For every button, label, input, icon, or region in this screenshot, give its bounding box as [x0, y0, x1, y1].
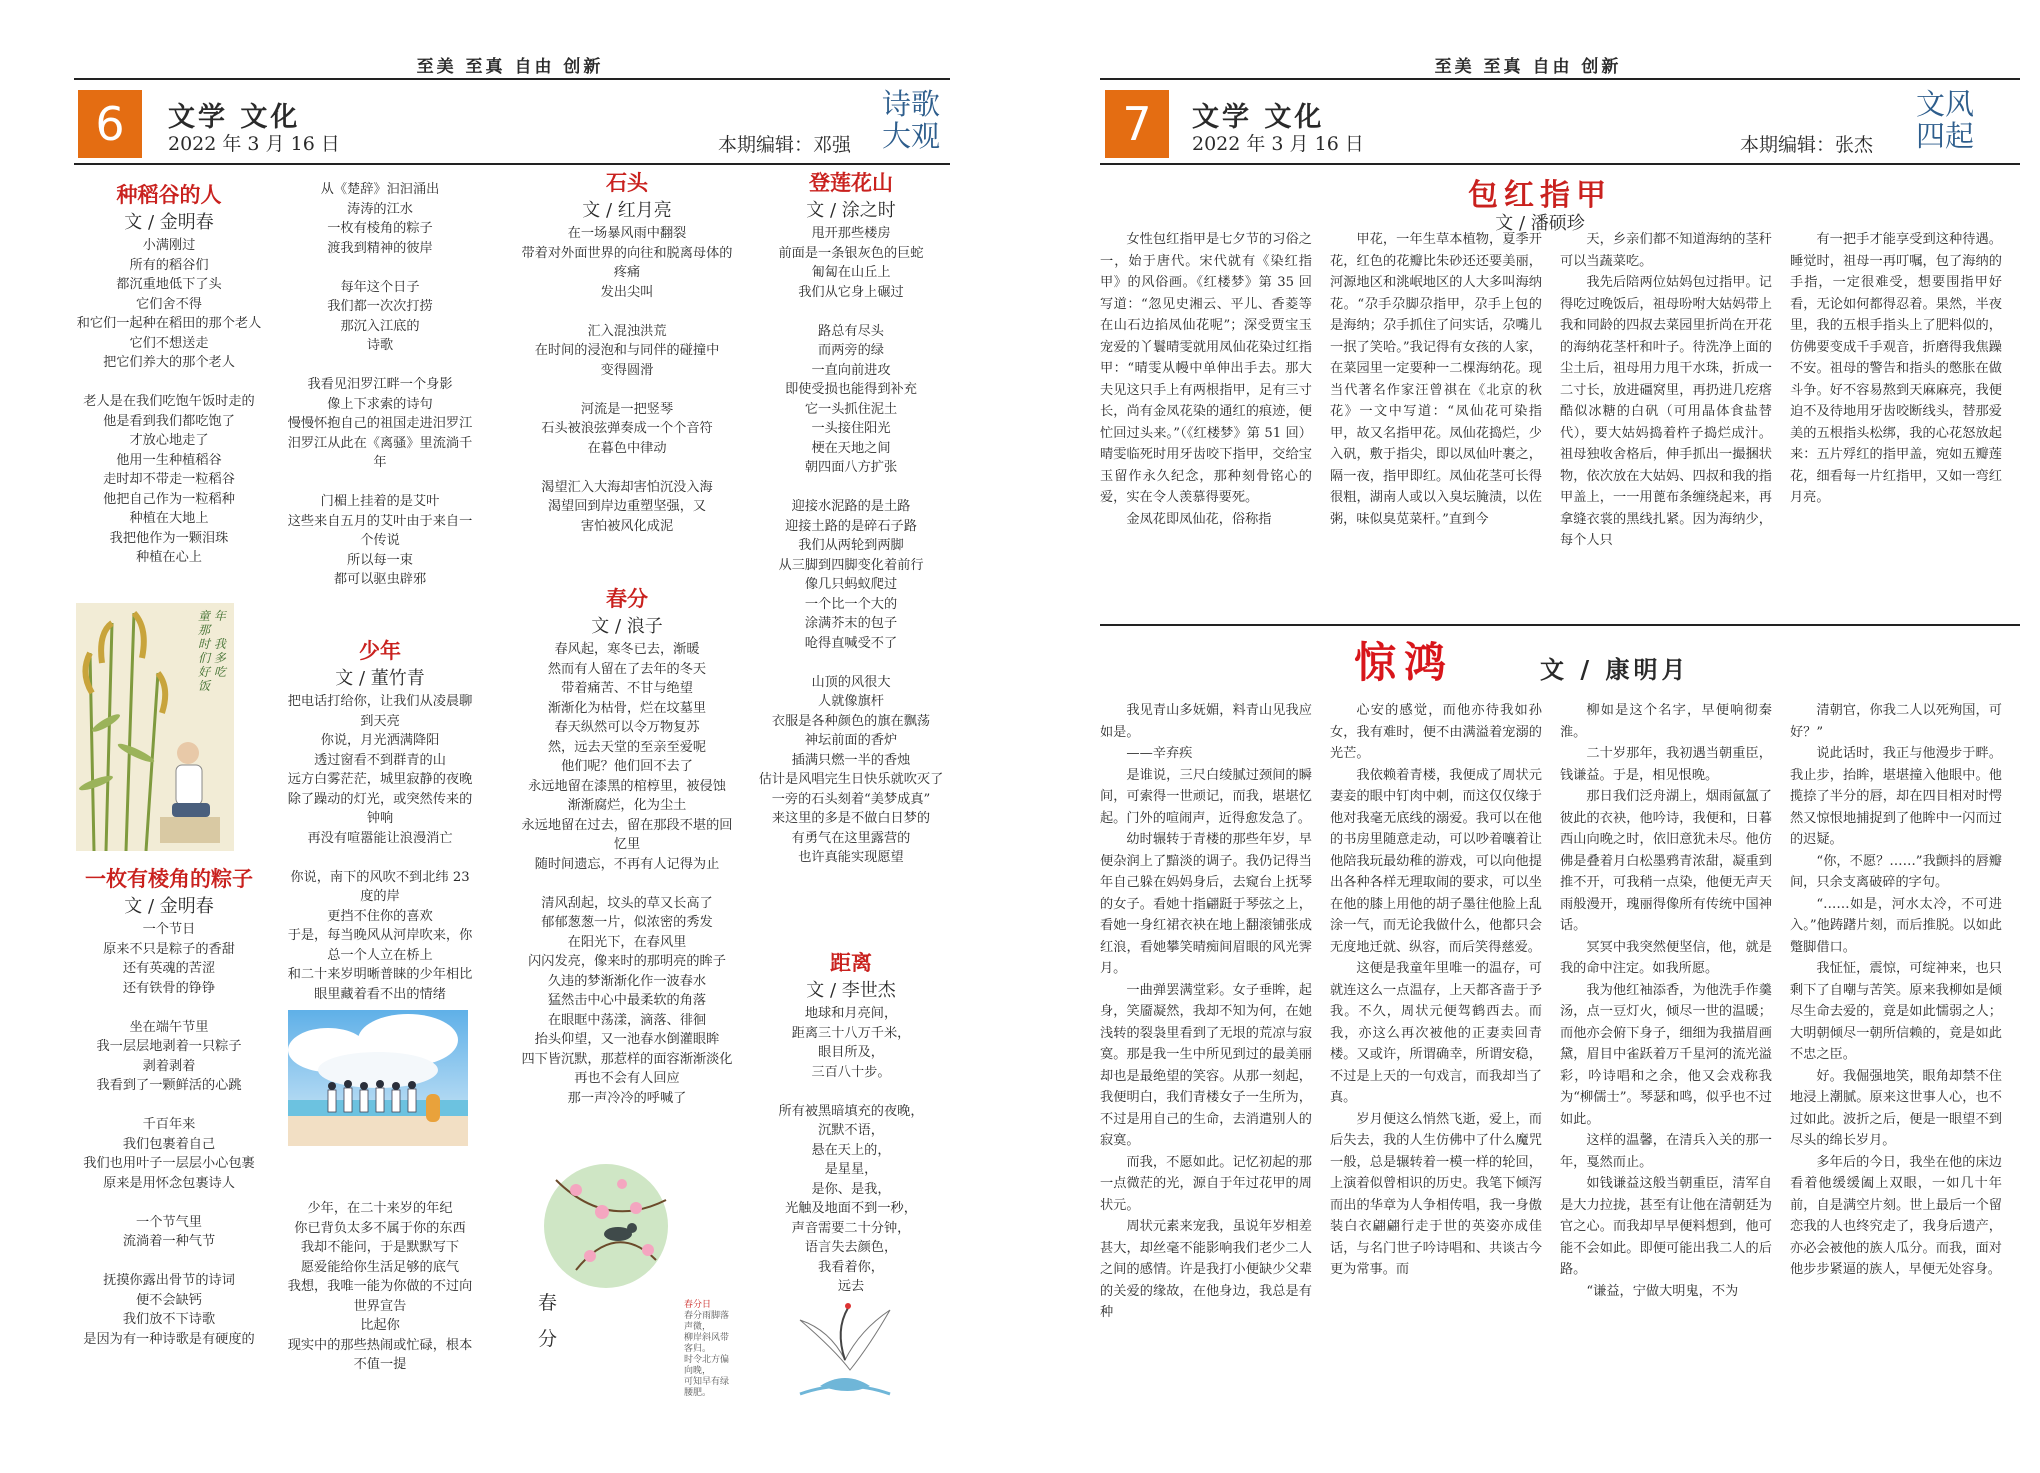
corner-title [1916, 88, 1974, 152]
poem-line: 都沉重地低下了头 [116, 277, 222, 292]
poem-line: 永远地留在过去，留在那段不堪的回忆里 [521, 817, 733, 852]
poem-line: 他是看到我们都吃饱了 [103, 413, 235, 429]
poem-line: 从三脚到四脚变化着前行 [778, 557, 924, 573]
poem-line [520, 874, 734, 894]
poem-line [74, 1096, 264, 1116]
paragraph: 一曲弹罢满堂彩。女子垂眸，起身，笑靥凝然，我却不知为何，在她浅转的裂袅里看到了无垠的荒凉与寂寞。那是我一生中所见到过的最美丽却也是最绝望的笑容。从那一刻起，我便明白，我们青楼女子一生所为，不过是用自己的生命，去消遣别人的寂寞。 [1100, 982, 1312, 1148]
poem-line: 迎接水泥路的是土路 [791, 499, 911, 514]
poem-line: 永远地留在漆黑的棺椁里，被侵蚀 [528, 778, 726, 794]
poem-author: 文 / 浪子 [591, 616, 663, 637]
poem-line: 带着痛苦、不甘与绝望 [561, 681, 693, 696]
paragraph: 而我，不愿如此。记忆初起的那一点微茫的光，源自于年过花甲的周状元。 [1100, 1154, 1312, 1213]
poem-line: 远去 [837, 1279, 865, 1294]
poem-line [520, 380, 734, 400]
poem-line: 我们包裹着自己 [122, 1136, 216, 1152]
poem-line [74, 998, 264, 1018]
poem-line: 我们放不下诗歌 [122, 1312, 216, 1327]
poem-title: 一枚有棱角的粽子 [85, 866, 253, 891]
poem-line: 猛然击中心中最柔软的角落 [547, 993, 707, 1008]
poem-line: 然而有人留在了去年的冬天 [547, 661, 707, 677]
poem-line: 涛涛的江水 [347, 201, 413, 217]
poem-line: 小满刚过 [142, 238, 196, 253]
poem-title: 少年 [359, 638, 401, 663]
poem-line: 是星星， [824, 1162, 878, 1177]
poem-line: 一头接住阳光 [811, 421, 891, 436]
editor-credit: 本期编辑：邓强 [718, 134, 852, 156]
paragraph: 那日我们泛舟湖上，烟雨氤氲了彼此的衣袂，他吟诗，我便和，日暮西山向晚之时，依旧意犹未尽。他仿佛是叠着月白松墨鸦青浓甜，凝重到推不开，可我稍一点染，他便无声天雨般漫开，瑰丽得像所有传统中国神话。 [1560, 789, 1772, 933]
poem-line [520, 458, 734, 478]
paragraph: “谦益，宁做大明鬼，不为 [1586, 1283, 1739, 1299]
poem-line: 所有被黑暗填充的夜晚， [778, 1103, 924, 1119]
poem-line: 愿爱能给你生活足够的底气 [300, 1259, 460, 1275]
spring-note: 时令北方偏向晚， [684, 1355, 730, 1376]
poem-line: 石头被浪弦弹奏成一个个音符 [541, 421, 713, 436]
poem-line: 估计是风唱完生日快乐就吹灭了 [758, 772, 944, 787]
poem-line: 一个比一个大的 [804, 596, 898, 612]
poem-title: 春分 [606, 586, 648, 611]
corner-title-line: 文风 [1916, 87, 1975, 121]
article-author: 文 / 康明月 [1540, 655, 1690, 684]
poem-line [74, 1193, 264, 1213]
poem-line: 一直向前进攻 [811, 362, 891, 378]
poem-line: 然，远去天堂的至亲至爱呢 [547, 739, 707, 755]
corner-title-line: 四起 [1916, 119, 1975, 153]
article-column [1330, 700, 1542, 1414]
poem-line: 这些来自五月的艾叶由于来自一个传说 [287, 513, 473, 548]
poem-line: 匍匐在山丘上 [811, 265, 891, 280]
poem-line: 呛得直喊受不了 [804, 635, 898, 651]
paragraph: 是谁说，三尺白绫腻过颈间的瞬间，可索得一世顽记，而我，堪堪忆起。门外的喧闹声，近得愈发急了。 [1100, 767, 1312, 826]
article-column [1790, 700, 2002, 1414]
poem-line: 每年这个日子 [340, 279, 420, 295]
poem-line [74, 373, 264, 393]
poem-title: 登莲花山 [809, 170, 893, 195]
editor-credit: 本期编辑：张杰 [1740, 134, 1874, 156]
paragraph: 这便是我童年里唯一的温存，可就连这么一点温存，上天都吝啬于予我。不久，周状元便驾鹤西去。而我，亦这么再次被他的正妻卖回青楼。又或许，所谓确幸，所谓安稳，不过是上天的一句戏言，而我却当了真。 [1330, 961, 1542, 1105]
poem-author: 文 / 金明春 [124, 896, 214, 917]
poem-line: 比起你 [360, 1318, 400, 1333]
paragraph: 我依赖着青楼，我便成了周状元妻妾的眼中钉肉中刺，而这仅仅缘于他对我毫无底线的溺爱。我可以在他的书房里随意走动，可以吵着嚷着让他陪我玩最幼稚的游戏，可以向他提出各种各样无理取闹的要求，可以坐在他的膝上用他的胡子墨往他脸上乱涂一气，而无论我做什么，他都只会无度地迁就、纵容，而后笑得慈爱。 [1330, 767, 1542, 955]
poem-line: 即使受损也能得到补充 [785, 382, 917, 397]
poem-line: 衣服是各种颜色的旗在飘荡 [771, 713, 931, 729]
paragraph: 有一把手才能享受到这种待遇。睡觉时，祖母一再叮嘱，包了海纳的手指，一定很难受，想要围指甲好看，无论如何都得忍着。果然，半夜里，我的五根手指头上了肥料似的，仿佛要变成千手观音，折磨得我焦躁不安。祖母的警告和指头的憋胀在做斗争。好不容易熬到天麻麻亮，我便迫不及待地用牙齿咬断线头，替那爱美的五根指头松绑，我的心花怒放起来：五片殍红的指甲盖，宛如五瓣莲花，细看每一片红指甲，又如一弯红月亮。 [1790, 232, 2002, 505]
beach-illustration [288, 1010, 468, 1146]
poem-line: 在阳光下，在春风里 [567, 934, 687, 950]
poem-line: 像上下求索的诗句 [327, 396, 433, 412]
poem-line: 汨罗江从此在《离骚》里流淌千年 [287, 435, 473, 470]
poem-line [282, 1180, 478, 1200]
poem-line: 是因为有一种诗歌是有硬度的 [83, 1331, 255, 1347]
poem-line: 迎接土路的是碎石子路 [785, 518, 917, 534]
page-right [1020, 0, 2040, 1473]
paragraph: 女性包红指甲是七夕节的习俗之一，始于唐代。宋代就有《染红指甲》的风俗画。《红楼梦》第 35 回写道：“忽见史湘云、平儿、香菱等在山石边掐凤仙花呢”；深受贾宝玉宠爱的丫鬟晴雯就用凤仙花染过红指甲：“晴雯从幔中单伸出手去。那大夫见这只手上有两根指甲，足有三寸长，尚有金凤花染的通红的痕迹，便忙回过头来。”（《红楼梦》第 51 回）晴雯临死时用牙齿咬下指甲，交给宝玉留作永久纪念，那种刻骨铭心的爱，实在令人羡慕得要死。 [1100, 232, 1312, 505]
poem-line [752, 1082, 950, 1102]
paragraph: 多年后的今日，我坐在他的床边看着他缓缓阖上双眼，一如几十年前，自是满空片刻。世上最后一个留恋我的人也终究走了，我身后遗产，亦必会被他的族人瓜分。而我，面对他步步紧逼的族人，早便无处容身。 [1790, 1154, 2002, 1277]
poem-line: 渴望汇入大海却害怕沉没入海 [541, 479, 713, 495]
corner-title [882, 88, 940, 152]
poem-body [282, 180, 478, 590]
issue-date: 2022 年 3 月 16 日 [168, 133, 340, 155]
article-column [1560, 700, 1772, 1414]
poem-line: 门楣上挂着的是艾叶 [320, 494, 440, 509]
poem-line: 山顶的风很大 [811, 674, 891, 690]
poem-line: 种植在大地上 [129, 511, 209, 526]
poem-line: 渐渐化为枯骨，烂在坟墓里 [547, 700, 707, 716]
poem-line [752, 302, 950, 322]
poem-line: 我们都一次次打捞 [327, 299, 433, 314]
paragraph: 金凤花即凤仙花，俗称指 [1126, 511, 1272, 527]
poem-line: 涂满芥末的包子 [804, 616, 898, 631]
poem-line: 慢慢怀抱自己的祖国走进汨罗江 [287, 416, 473, 431]
paragraph: 好。我倔强地笑，眼角却禁不住地浸上潮腻。原来这世事人心，也不过如此。波折之后，便是一眼望不到尽头的绵长岁月。 [1790, 1068, 2002, 1148]
poem-line: 前面是一条银灰色的巨蛇 [778, 245, 924, 261]
poem-line: 眼目所及， [818, 1045, 884, 1060]
article-column [1100, 229, 1312, 611]
poem-line: 带着对外面世界的向往和脱离母体的疼痛 [521, 245, 733, 280]
poem-line: 再没有喧嚣能让浪漫消亡 [307, 830, 453, 846]
poem-line: 更挡不住你的喜欢 [327, 908, 433, 924]
poem-body [752, 224, 950, 868]
issue-date: 2022 年 3 月 16 日 [1192, 133, 1364, 155]
poem-line [282, 473, 478, 493]
paragraph: 柳如是这个名字，早便响彻秦淮。 [1560, 703, 1772, 740]
poem-line: 渴望回到岸边重塑坚强，又 [547, 499, 707, 514]
paragraph: 周状元素来宠我，虽说年岁相差甚大，却丝毫不能影响我们老少二人之间的感情。许是我打小便缺少父辈的关爱的缘故，在他身边，我总是有种 [1100, 1219, 1312, 1320]
poem-line: 在时间的浸泡和与同伴的碰撞中 [534, 343, 720, 358]
poem-line: 它们舍不得 [136, 296, 202, 312]
poem-line: 汇入混浊洪荒 [587, 323, 667, 339]
poem-line: 坐在端午节里 [129, 1019, 209, 1035]
article-column [1100, 700, 1312, 1414]
paragraph: “……如是，河水太冷，不可进入。”他踌躇片刻，而后推脱。以如此蹩脚借口。 [1790, 896, 2002, 955]
poem-line: 再也不会有人回应 [574, 1071, 680, 1086]
poem-line [282, 258, 478, 278]
poem-line: 来这里的多是不做白日梦的 [771, 811, 931, 826]
poem-author: 文 / 涂之时 [806, 200, 896, 221]
paragraph: 心安的感觉，而他亦待我如孙女，我有难时，便不由满溢着宠溺的光芒。 [1330, 703, 1542, 761]
poem-line: 声音需要二十分钟， [791, 1220, 911, 1236]
article-author: 文 / 潘硕珍 [1495, 213, 1585, 234]
illustration-caption: 童 年 那 [198, 609, 226, 637]
illustration-crane [790, 1290, 900, 1400]
poem-line: 路总有尽头 [818, 323, 884, 339]
poem-line: 还有铁骨的铮铮 [122, 980, 216, 996]
poem-body [752, 1004, 950, 1297]
poem-line: 郁郁葱葱一片，似浓密的秀发 [541, 915, 713, 930]
poem-line: 在眼眶中荡漾，滴落、徘徊 [547, 1012, 707, 1028]
poem-line: 我们从它身上碾过 [798, 284, 904, 300]
paragraph: 我见青山多妩媚，料青山见我应如是。 [1100, 703, 1312, 740]
article-column [1790, 229, 2002, 611]
poem-line: 眼里藏着看不出的情绪 [314, 986, 446, 1002]
spring-note: 春分日 [684, 1300, 712, 1310]
poem-line: 甩开那些楼房 [811, 226, 891, 241]
poem-zongzi [74, 864, 264, 1424]
poem-line: 人就像旗杆 [818, 694, 884, 709]
poem-line: 一旁的石头刻着“美梦成真” [771, 791, 931, 807]
poem-line: 在暮色中律动 [587, 440, 667, 456]
section-title: 文学 文化 [1192, 102, 1325, 133]
poem-line: 三百八十步。 [811, 1064, 891, 1080]
poem-line [74, 1252, 264, 1272]
poem-author: 文 / 董竹青 [335, 668, 425, 689]
poem-line: 插满只燃一半的香烛 [791, 752, 911, 768]
poem-line: 原来是用怀念包裹诗人 [103, 1175, 235, 1191]
poem-line: 闪闪发亮，像来时的那明亮的眸子 [528, 954, 726, 969]
poem-line [282, 356, 478, 376]
header-rule [1100, 163, 2020, 165]
poem-line: 它一头抓住泥土 [804, 401, 898, 417]
motto: 至美 至真 自由 创新 [1434, 57, 1622, 77]
poem-line: 所有的稻谷们 [129, 257, 209, 273]
poem-line: 渡我到精神的彼岸 [327, 240, 433, 256]
poem-line: 语言失去颜色， [804, 1240, 898, 1255]
paragraph: ——辛弃疾 [1126, 746, 1193, 761]
poem-line: 光触及地面不到一秒， [785, 1201, 917, 1216]
crane-illustration [790, 1290, 900, 1400]
poem-line [520, 302, 734, 322]
poem-title: 种稻谷的人 [116, 182, 222, 207]
poem-author: 文 / 金明春 [124, 212, 214, 233]
poem-line: 那一声冷冷的呼喊了 [567, 1090, 687, 1106]
paragraph: 幼时辗转于青楼的那些年岁，早便杂润上了黯淡的调子。我仍记得当年自己躲在妈妈身后，去窥台上抚琴的女子。看她十指翩跹于琴弦之上，看她一身红裙衣袂在地上翻滚铺张成红浪，看她攀笑晴痴间眉眼的风光霁月。 [1100, 832, 1312, 976]
paragraph: 甲花，一年生草本植物，夏季开花，红色的花瓣比朱砂还还要美丽，河源地区和洮岷地区的人大多叫海纳花。“尕手尕脚尕指甲，尕手上包的是海纳；尕手抓住了问实话，尕嘴儿一抿了笑哈。”我记得有女孩的人家，在菜园里一定要种一二棵海纳花。现当代著名作家汪曾祺在《北京的秋花》一文中写道：“凤仙花可染指甲，故又名指甲花。凤仙花捣烂，少入矾，敷于指尖，即以凤仙叶裹之，隔一夜，指甲即红。凤仙花茎可长得很粗，湖南人或以入臭坛腌渍，以佐粥，味似臭苋菜杆。”直到今 [1330, 232, 1542, 527]
corner-title-line: 大观 [882, 119, 941, 153]
poem-line: 一个节日 [142, 922, 196, 937]
poem-line: 地球和月亮间， [804, 1006, 898, 1021]
corner-title-line: 诗歌 [882, 87, 941, 121]
poem-line: 河流是一把竖琴 [580, 401, 674, 417]
poem-line: 渐渐腐烂，化为尘土 [567, 798, 687, 813]
poem-line: 我想，我唯一能为你做的不过向世界宣告 [287, 1279, 473, 1314]
paragraph: 这样的温馨，在清兵入关的那一年，戛然而止。 [1560, 1133, 1772, 1170]
poem-line: 和它们一起种在稻田的那个老人 [76, 316, 262, 331]
poem-line: 清风刮起，坟头的草又长高了 [541, 895, 713, 911]
poem-line: 把电话打给你，让我们从凌晨聊到天亮 [287, 694, 473, 729]
poem-line: 所以每一束 [347, 552, 413, 568]
paragraph: 清朝官，你我二人以死殉国，可好？” [1790, 703, 2002, 740]
poem-line: 沉默不语， [818, 1123, 884, 1138]
page-number-badge: 6 [78, 90, 142, 158]
article-title: 惊鸿 [1354, 638, 1455, 687]
poem-line: 发出尖叫 [600, 284, 654, 300]
poem-line: 像几只蚂蚁爬过 [804, 577, 898, 592]
poem-line: 走时却不带走一粒稻谷 [103, 472, 235, 487]
illustration-caption: 好 吃 饭 [198, 665, 226, 693]
poem-line [282, 848, 478, 868]
poem-line: 远方白雾茫茫，城里寂静的夜晚 [287, 772, 473, 787]
header-rule [74, 163, 950, 165]
article-title: 包红指甲 [1468, 178, 1612, 213]
poem-title: 石头 [606, 170, 648, 195]
poem-line: 诗歌 [366, 338, 394, 353]
spring-note: 春分雨脚落声微， [684, 1311, 730, 1332]
paragraph: 我先后陪两位姑妈包过指甲。记得吃过晚饭后，祖母吩咐大姑妈带上我和同龄的四叔去菜园里折尚在开花的海纳花茎杆和叶子。待洗净上面的尘土后，祖母用力甩干水珠，折成一二寸长，放进礓窝里，再扔进几疙瘩酷似冰糖的白矾（可用晶体食盐替代），要大姑妈捣着杵子捣烂成汁。祖母独收舍格后，伸手抓出一撮捆状物，依次放在大姑妈、四叔和我的指甲盖上，一一用蓖布条缠绕起来，再拿缝衣裳的黑线扎紧。因为海纳少，每个人只 [1560, 275, 1772, 548]
poem-line: 变得圆滑 [600, 362, 654, 378]
poem-line: 在一场暴风雨中翻裂 [567, 226, 687, 241]
poem-line: 它们不想送走 [129, 335, 209, 351]
poem-line: 有勇气在这里露营的 [791, 830, 911, 846]
poem-line: 我把他作为一颗泪珠 [109, 530, 229, 546]
illustration-spring [536, 1160, 732, 1404]
motto: 至美 至真 自由 创新 [416, 57, 604, 77]
poem-line: 那沉入江底的 [340, 318, 420, 334]
section-title: 文学 文化 [168, 102, 301, 133]
poem-line: 流淌着一种气节 [122, 1234, 216, 1249]
paragraph: 我为他红袖添香，为他洗手作羹汤，点一豆灯火，倾尽一世的温暖；而他亦会俯下身子，细细为我描眉画黛，眉目中雀跃着万千星河的流光溢彩，吟诗唱和之余，他又会戏称我为“柳儒士”。琴瑟和鸣，似乎也不过如此。 [1560, 982, 1772, 1127]
poem-line [752, 653, 950, 673]
poem-line: 便不会缺钙 [136, 1292, 202, 1308]
poem-line: 久违的梦渐渐化作一波春水 [547, 973, 707, 989]
poem-line: 除了躁动的灯光，或突然传来的钟响 [287, 791, 473, 826]
poem-line: 神坛前面的香炉 [804, 733, 898, 748]
poem-line: 现实中的那些热闹或忙碌，根本不值一提 [287, 1337, 473, 1372]
poem-line: 我却不能问，于是默默写下 [300, 1240, 460, 1255]
poem-line [282, 1160, 478, 1180]
poem-line: 你说，月光洒满降阳 [320, 733, 440, 748]
poem-line: 一枚有棱角的粽子 [327, 221, 433, 236]
poem-line: 害怕被风化成泥 [580, 518, 674, 534]
article-column [1560, 229, 1772, 611]
poem-line: 我们也用叶子一层层小心包裹 [83, 1156, 255, 1171]
page-number-badge: 7 [1105, 90, 1169, 158]
poem-line: 少年，在二十来岁的年纪 [307, 1201, 453, 1216]
paragraph: 岁月便这么悄然飞逝，爱上，而后失去，我的人生仿佛中了什么魔咒一般，总是辗转着一模一样的轮回，上演着似曾相识的历史。我笔下倾泻而出的华章为人争相传唱，我一身傲装白衣翩翩行走于世的英姿亦成佳话，与名门世子吟诗唱和、共谈古今更为常事。而 [1330, 1111, 1542, 1277]
poem-line: 随时间遗忘，不再有人记得为止 [534, 856, 720, 872]
section-divider [1100, 624, 2020, 626]
poem-body [520, 640, 734, 1108]
poem-line: 我一层层地剥着一只粽子 [96, 1039, 242, 1054]
spring-glyph: 分 [538, 1328, 558, 1350]
spring-glyph: 春 [538, 1292, 558, 1314]
poem-spring-equinox [520, 584, 734, 1164]
poem-line: 春天纵然可以令万物复苏 [554, 720, 700, 735]
poem-line: 他用一生种植稻谷 [116, 452, 222, 468]
illustration-beach [288, 1010, 468, 1146]
poem-line: 他们呢？他们回不去了 [561, 759, 693, 774]
poem-line: 我看到了一颗鲜活的心跳 [96, 1078, 242, 1093]
poem-line: 我看见汨罗江畔一个身影 [307, 377, 453, 392]
poem-line: 是你、是我， [811, 1181, 891, 1197]
poem-line: 你说，南下的风吹不到北纬 23 度的岸 [290, 869, 470, 904]
poem-line: 抚摸你露出骨节的诗词 [103, 1273, 235, 1288]
top-rule [74, 78, 950, 80]
poem-line: 我看着你， [818, 1259, 884, 1275]
poem-line: 才放心地走了 [129, 433, 209, 448]
spring-note: 柳岸斜风带客归。 [684, 1333, 730, 1354]
poem-line: 剥着剥着 [142, 1058, 196, 1074]
top-rule [1100, 78, 2020, 80]
poem-line: 你已背负太多不属于你的东西 [294, 1220, 466, 1236]
paragraph: 冥冥中我突然便坚信，他，就是我的命中注定。如我所愿。 [1560, 939, 1772, 976]
poem-body [74, 236, 264, 568]
poem-line: 从《楚辞》汩汩涌出 [320, 182, 440, 197]
paragraph: 我怔怔，震惊，可绽神来，也只剩下了自嘲与苦笑。原来我柳如是倾尽生命去爱的，竟是如此懦弱之人；大明朝倾尽一朝所信赖的，竟是如此不忠之臣。 [1790, 961, 2002, 1062]
poem-rice-farmer [74, 180, 264, 600]
poem-line: 春风起，寒冬已去，渐暖 [554, 642, 700, 657]
poem-distance [752, 948, 950, 1308]
poem-line: 距离三十八万千米， [791, 1025, 911, 1041]
poem-stone [520, 168, 734, 588]
poem-line [752, 478, 950, 498]
poem-line: 四下皆沉默，那惹样的面容渐渐淡化 [521, 1051, 733, 1067]
paragraph: 说此话时，我正与他漫步于畔。我止步，抬眸，堪堪撞入他眼中。他揽捺了半分的唇，却在四目相对时愕然又惊恨地捕捉到了他眸中一闪而过的迟疑。 [1790, 746, 2002, 847]
illustration-caption: 时 我 们 多 [198, 637, 226, 665]
article-column [1330, 229, 1542, 611]
poem-line: 朝四面八方扩张 [804, 460, 898, 475]
poem-line: 和二十来岁明晰普睐的少年相比 [287, 967, 473, 982]
poem-line: 我们从两轮到两脚 [798, 538, 904, 553]
poem-line: 原来不只是粽子的香甜 [103, 941, 235, 957]
poem-author: 文 / 红月亮 [582, 200, 672, 221]
poem-line: 千百年来 [142, 1117, 196, 1132]
poem-zongzi-cont [282, 180, 478, 620]
poem-line: 他把自己作为一粒稻种 [103, 491, 235, 507]
illustration-farmer [76, 603, 234, 851]
spring-note: 可知早有绿腰肥。 [684, 1377, 730, 1398]
paragraph: 二十岁那年，我初遇当朝重臣，钱谦益。于是，相见恨晚。 [1560, 746, 1772, 783]
poem-line: 把它们养大的那个老人 [103, 355, 235, 370]
poem-line: 老人是在我们吃饱午饭时走的 [83, 394, 255, 409]
poem-line: 也许真能实现愿望 [798, 850, 904, 865]
poem-line: 而两旁的绿 [818, 343, 884, 358]
poem-line: 抬头仰望，又一池春水倒灌眼眸 [534, 1032, 720, 1047]
poem-line: 都可以驱虫辟邪 [333, 572, 427, 587]
poem-body [520, 224, 734, 536]
poem-line: 还有英魂的苦涩 [122, 961, 216, 976]
poem-line: 透过窗看不到群青的山 [314, 752, 446, 768]
poem-line: 梗在天地之间 [811, 440, 891, 456]
poem-body [74, 920, 264, 1349]
poem-line: 一个节气里 [136, 1214, 202, 1230]
paragraph: 天，乡亲们都不知道海纳的茎秆可以当蔬菜吃。 [1560, 232, 1772, 269]
poem-title: 距离 [830, 950, 872, 975]
poem-line: 种植在心上 [136, 550, 202, 565]
paragraph: 如钱谦益这般当朝重臣，清军自是大力拉拢，甚至有让他在清朝廷为官之心。而我却早早便料想到，他可能不会如此。即便可能出我二人的后路。 [1560, 1176, 1772, 1277]
paragraph: “你，不愿？……”我颤抖的唇瓣间，只余支离破碎的字句。 [1790, 853, 2002, 890]
poem-lotus-mountain [752, 168, 950, 928]
poem-line: 于是，每当晚风从河岸吹来，你总一个人立在桥上 [287, 928, 473, 963]
poem-line: 悬在天上的， [811, 1142, 891, 1158]
poem-author: 文 / 李世杰 [806, 980, 896, 1001]
